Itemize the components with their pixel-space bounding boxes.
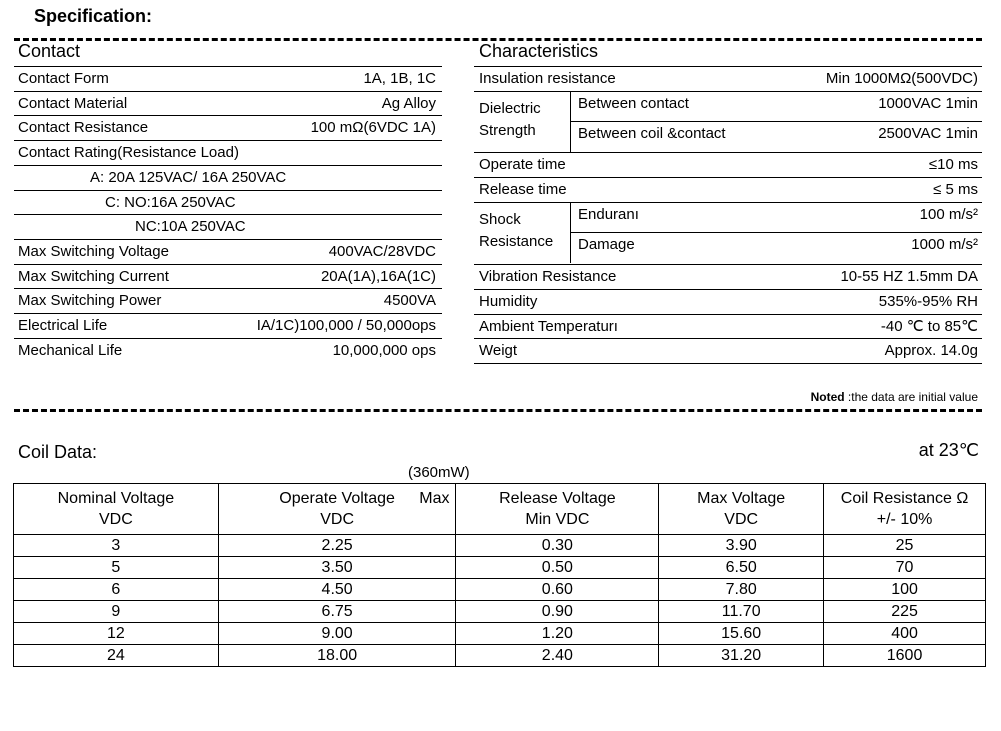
char-shock-sub2: Damage [578, 236, 635, 253]
contact-header: Contact [18, 41, 81, 61]
char-dielectric-val1: 1000VAC 1min [878, 95, 978, 112]
table-cell: 225 [824, 601, 986, 623]
contact-row-rule [14, 214, 442, 215]
coil-header-line1: Max Voltage [697, 490, 786, 507]
char-row-rule [474, 264, 982, 265]
table-cell: 2.25 [218, 535, 456, 557]
bottom-dashed-rule [14, 409, 982, 412]
coil-header-line1: Nominal Voltage [57, 490, 175, 507]
char-release-label: Release time [479, 181, 567, 198]
table-cell: 0.90 [456, 601, 659, 623]
contact-row-rule [14, 115, 442, 116]
contact-row-label: Max Switching Current [18, 267, 169, 285]
note-text: :the data are initial value [844, 390, 978, 404]
coil-header-max: Max [419, 490, 450, 507]
coil-data-table [13, 483, 986, 667]
contact-row-label: Mechanical Life [18, 341, 123, 359]
table-cell: 70 [824, 557, 986, 579]
coil-header-line1: Coil Resistance Ω [840, 490, 969, 507]
contact-row-value: 1A, 1B, 1C [363, 70, 436, 87]
characteristics-header: Characteristics [479, 41, 599, 61]
table-cell: 3.90 [659, 535, 824, 557]
char-row-rule [474, 338, 982, 339]
table-row [14, 535, 986, 557]
char-dielectric-val2: 2500VAC 1min [878, 125, 978, 142]
char-shock-sub1: Enduranı [578, 206, 639, 223]
char-shock-val2: 1000 m/s² [911, 236, 978, 253]
char-row-rule [474, 91, 982, 92]
char-row-rule [474, 363, 982, 364]
initial-value-note [811, 388, 978, 406]
table-cell: 4.50 [218, 579, 456, 601]
contact-row-value: 100 mΩ(6VDC 1A) [310, 119, 436, 137]
char-row-rule [474, 314, 982, 315]
contact-row-rule [14, 140, 442, 141]
contact-row-value: IA/1C)100,000 / 50,000ops [256, 317, 436, 334]
char-operate-label: Operate time [479, 156, 566, 173]
table-cell: 9 [14, 601, 219, 623]
table-row [14, 579, 986, 601]
table-cell: 0.30 [456, 535, 659, 557]
char-row-rule [474, 177, 982, 178]
coil-power: (360mW) [408, 464, 470, 481]
table-cell: 1.20 [456, 623, 659, 645]
char-humidity-value: 535%-95% RH [878, 293, 978, 310]
coil-header-line1: Release Voltage [499, 490, 616, 507]
contact-row-value: 10,000,000 ops [332, 341, 436, 359]
char-row-rule [474, 66, 982, 67]
char-insulation-label: Insulation resistance [479, 70, 616, 87]
char-shock-label: Shock [479, 211, 521, 228]
coil-header-line2: +/- 10% [876, 511, 933, 528]
table-cell: 18.00 [218, 645, 456, 667]
contact-row-value: 400VAC/28VDC [328, 242, 436, 260]
char-row-rule [474, 202, 982, 203]
table-cell: 25 [824, 535, 986, 557]
contact-row-rule [14, 165, 442, 166]
coil-header-cell [456, 484, 659, 535]
table-row [14, 645, 986, 667]
coil-header-cell [824, 484, 986, 535]
table-row [14, 557, 986, 579]
char-row-rule [474, 152, 982, 153]
coil-header-line2: VDC [724, 511, 759, 528]
table-cell: 3 [14, 535, 219, 557]
table-cell: 12 [14, 623, 219, 645]
table-cell: 6 [14, 579, 219, 601]
table-cell: 15.60 [659, 623, 824, 645]
contact-row-label: Contact Material [18, 94, 128, 112]
table-cell: 24 [14, 645, 219, 667]
coil-header-line2: Min VDC [525, 511, 590, 528]
contact-row-rule [14, 91, 442, 92]
contact-row-label: C: NO:16A 250VAC [105, 193, 236, 211]
contact-row-value: Ag Alloy [381, 94, 436, 112]
contact-row-label: NC:10A 250VAC [135, 218, 246, 236]
coil-header-line1: Operate Voltage [279, 490, 395, 507]
table-cell: 0.50 [456, 557, 659, 579]
contact-row-label: A: 20A 125VAC/ 16A 250VAC [90, 168, 287, 186]
table-row [14, 623, 986, 645]
char-ambient-label: Ambient Temperaturı [479, 318, 618, 335]
coil-header-line2: VDC [320, 511, 355, 528]
char-insulation-value: Min 1000MΩ(500VDC) [825, 70, 978, 87]
contact-row-rule [14, 313, 442, 314]
table-row [14, 601, 986, 623]
table-cell: 31.20 [659, 645, 824, 667]
table-cell: 1600 [824, 645, 986, 667]
note-bold: Noted [810, 390, 845, 404]
char-dielectric-sub1: Between contact [578, 95, 689, 112]
coil-header-line2: VDC [98, 511, 133, 528]
contact-row-rule [14, 264, 442, 265]
char-dielectric-label: Dielectric [479, 100, 541, 117]
contact-row-rule [14, 288, 442, 289]
char-row-rule [474, 289, 982, 290]
char-row-rule [570, 121, 982, 122]
char-humidity-label: Humidity [479, 293, 538, 310]
char-operate-value: ≤10 ms [928, 156, 978, 173]
char-row-rule [570, 232, 982, 233]
table-cell: 11.70 [659, 601, 824, 623]
contact-row-rule [14, 190, 442, 191]
table-cell: 400 [824, 623, 986, 645]
table-cell: 6.75 [218, 601, 456, 623]
coil-data-title: Coil Data: [18, 442, 98, 462]
table-cell: 2.40 [456, 645, 659, 667]
contact-row-value: 4500VA [383, 292, 436, 310]
table-cell: 0.60 [456, 579, 659, 601]
char-shock-label2: Resistance [479, 233, 554, 250]
char-dielectric-label2: Strength [479, 122, 536, 139]
contact-row-rule [14, 66, 442, 67]
coil-header-cell [218, 484, 456, 535]
char-weight-label: Weigt [479, 342, 518, 359]
table-cell: 100 [824, 579, 986, 601]
char-weight-value: Approx. 14.0g [884, 342, 978, 359]
char-ambient-value: -40 ℃ to 85℃ [880, 318, 978, 335]
spec-title: Specification: [34, 6, 153, 26]
char-sub-divider [570, 202, 571, 263]
table-cell: 6.50 [659, 557, 824, 579]
contact-row-label: Max Switching Power [18, 292, 162, 310]
table-cell: 3.50 [218, 557, 456, 579]
char-dielectric-sub2: Between coil &contact [578, 125, 726, 142]
contact-row-label: Contact Resistance [18, 119, 149, 137]
coil-header-cell [659, 484, 824, 535]
table-cell: 5 [14, 557, 219, 579]
contact-row-rule [14, 338, 442, 339]
char-vibration-label: Vibration Resistance [479, 268, 617, 285]
contact-row-label: Contact Rating(Resistance Load) [18, 144, 239, 162]
contact-row-label: Max Switching Voltage [18, 242, 169, 260]
contact-row-label: Contact Form [18, 70, 109, 87]
contact-row-label: Electrical Life [18, 317, 108, 334]
contact-row-value: 20A(1A),16A(1C) [320, 267, 436, 285]
coil-temperature: at 23℃ [918, 440, 979, 460]
char-shock-val1: 100 m/s² [919, 206, 978, 223]
table-cell: 7.80 [659, 579, 824, 601]
table-cell: 9.00 [218, 623, 456, 645]
coil-header-cell [14, 484, 219, 535]
char-vibration-value: 10-55 HZ 1.5mm DA [840, 268, 978, 285]
contact-row-rule [14, 239, 442, 240]
char-sub-divider [570, 91, 571, 152]
char-release-value: ≤ 5 ms [933, 181, 978, 198]
